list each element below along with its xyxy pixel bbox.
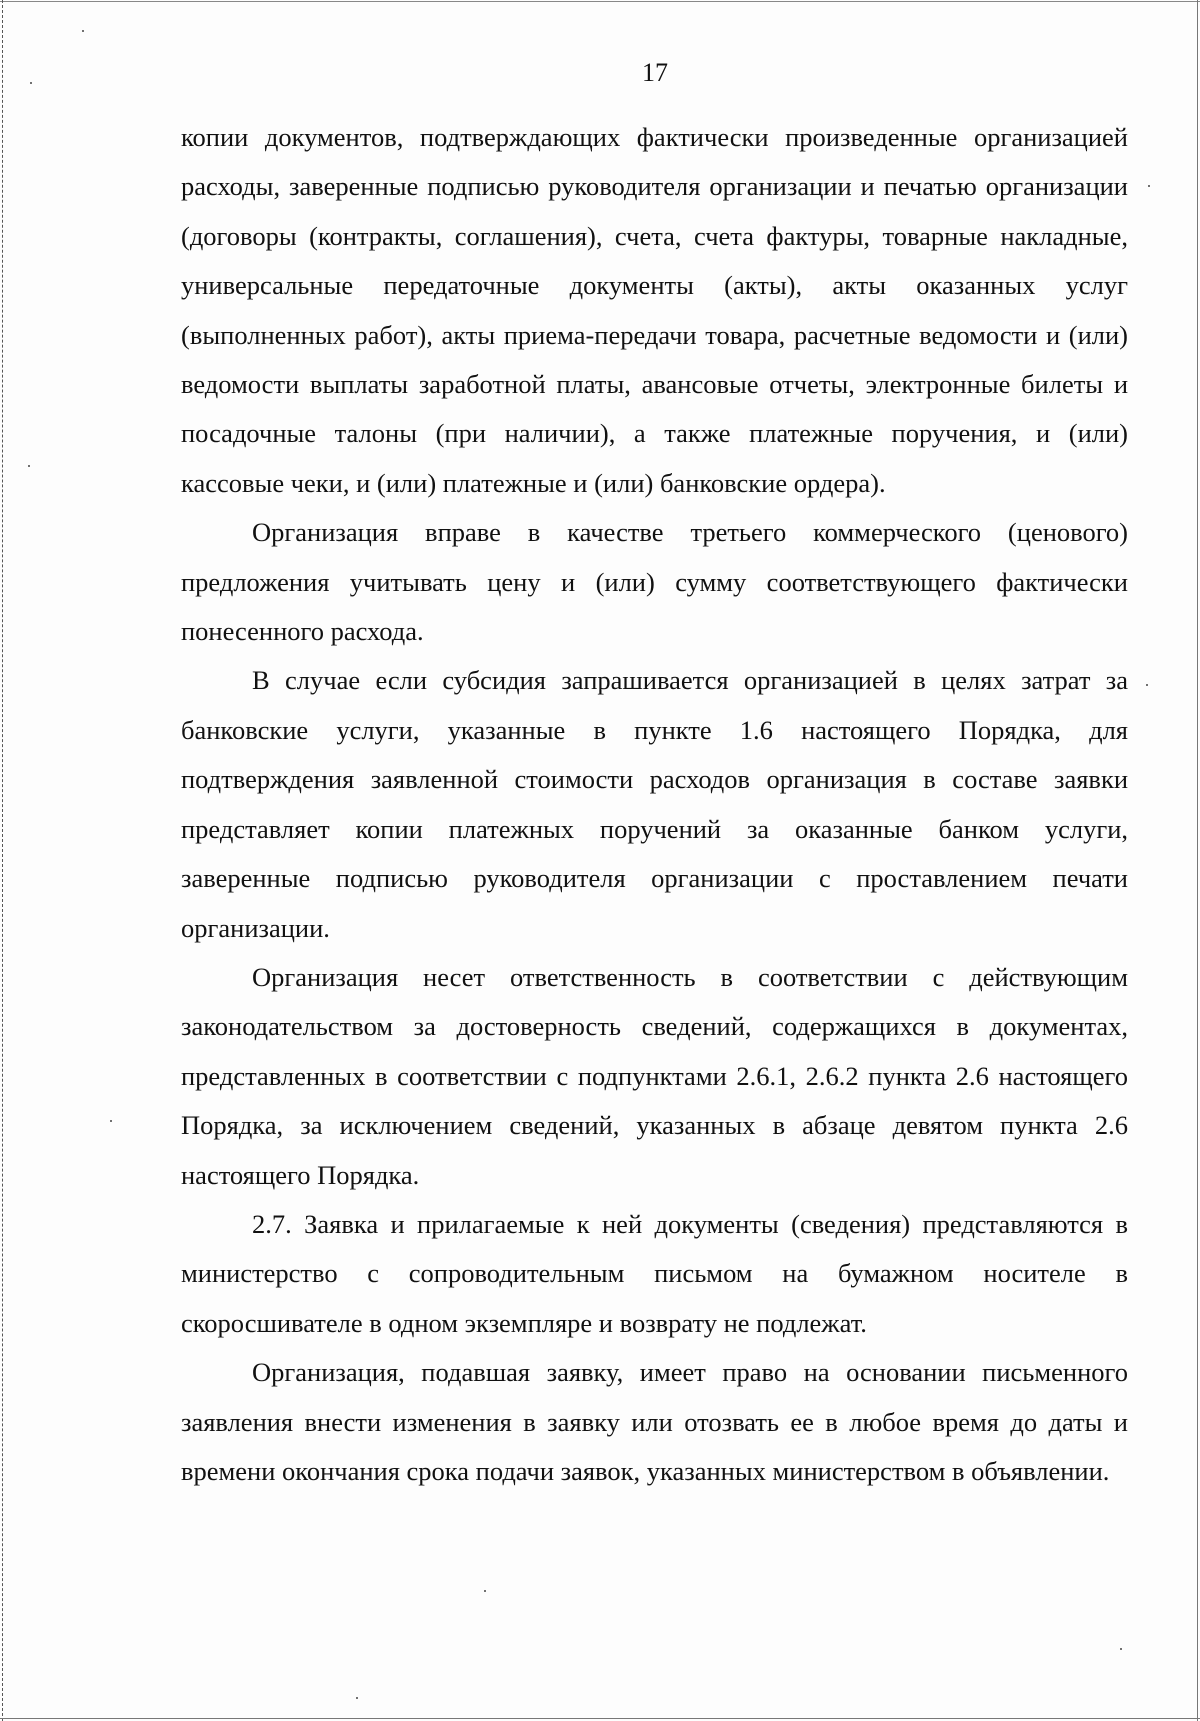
scan-speck [110,1120,112,1122]
page-number: 17 [642,58,668,87]
scan-speck [82,30,84,32]
paragraph-documents-list: копии документов, подтверждающих фактически произведенные организацией расходы, заверенные подписью руководителя организации и печатью организации (договоры (контракты, соглашения), счета, счета фактуры, товарные накладные, универсальные передаточные документы (акты), акты оказанных услуг (выполненных работ), акты приема-передачи товара, расчетные ведомости и (или) ведомости выплаты заработной платы, авансовые отчеты, электронные билеты и посадочные талоны (при наличии), а также платежные поручения, и (или) кассовые чеки, и (или) платежные и (или) банковские ордера). [181,122,1128,498]
paragraph-application-changes: Организация, подавшая заявку, имеет право на основании письменного заявления внести изменения в заявку или отозвать ее в любое время до даты и времени окончания срока подачи заявок, указанных министерством в объявлении. [181,1357,1128,1486]
document-body [181,113,1128,1496]
scan-speck [1120,1648,1122,1650]
scan-speck [1148,185,1150,187]
paragraph-third-offer: Организация вправе в качестве третьего коммерческого (ценового) предложения учитывать цену и (или) сумму соответствующего фактически понесенного расхода. [181,517,1128,647]
paragraph-bank-services: В случае если субсидия запрашивается организацией в целях затрат за банковские услуги, указанные в пункте 1.6 настоящего Порядка, для подтверждения заявленной стоимости расходов организация в составе заявки представляет копии платежных поручений за оказанные банком услуги, заверенные подписью руководителя организации с проставлением печати организации. [181,665,1128,943]
scan-speck [484,1590,486,1592]
scan-speck [1146,684,1148,686]
paragraph-section-2-7: 2.7. Заявка и прилагаемые к ней документы (сведения) представляются в министерство с сопроводительным письмом на бумажном носителе в скоросшивателе в одном экземпляре и возврату не подлежат. [181,1208,1128,1338]
scan-edge-right [1196,0,1198,1721]
scan-speck [356,1697,358,1699]
scan-edge-bottom [0,1717,1200,1719]
scan-edge-top [0,1,1200,3]
scan-edge-left [2,0,4,1721]
paragraph-responsibility: Организация несет ответственность в соответствии с действующим законодательством за достоверность сведений, содержащихся в документах, представленных в соответствии с подпунктами 2.6.1, 2.6.2 пункта 2.6 настоящего Порядка, за исключением сведений, указанных в абзаце девятом пункта 2.6 настоящего Порядка. [181,961,1128,1190]
scan-speck [28,465,30,467]
